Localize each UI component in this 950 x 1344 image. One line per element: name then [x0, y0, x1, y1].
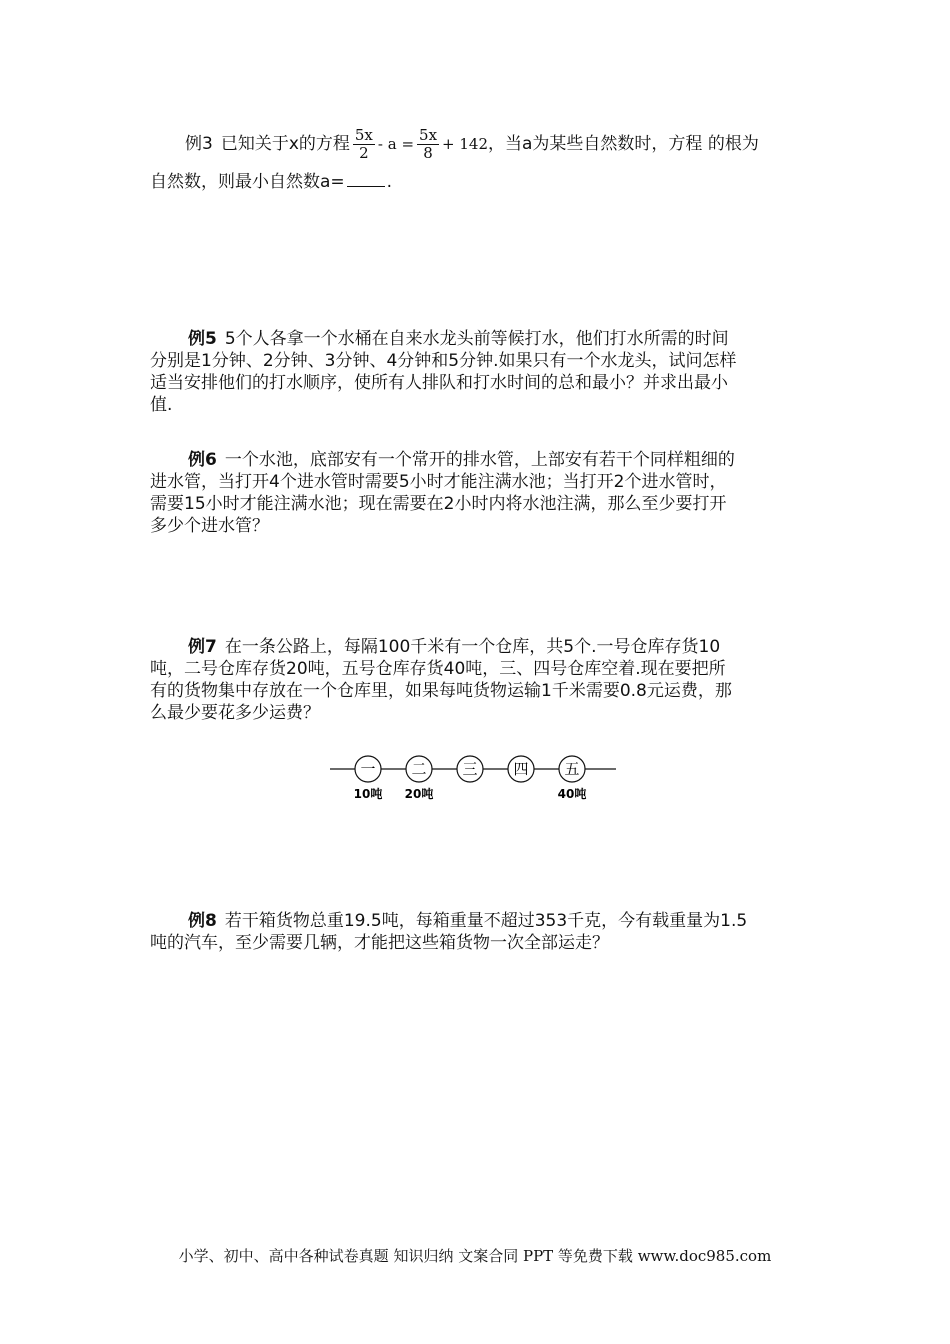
- example-3: [150, 122, 825, 193]
- example-5-line-2: 分别是1分钟、2分钟、3分钟、4分钟和5分钟.如果只有一个水龙头，试问怎样: [150, 351, 737, 371]
- example-5-line-4: 值.: [150, 395, 173, 415]
- minus-a-equals: - a =: [377, 135, 415, 153]
- example-6-label: 例6: [188, 450, 217, 470]
- example-3-text-post: ，当a为某些自然数时，方程 的根为: [488, 134, 759, 154]
- example-3-text-pre: 已知关于x的方程: [220, 134, 350, 154]
- fraction-1-numerator: 5x: [354, 125, 373, 144]
- example-6-line-1-text: 一个水池，底部安有一个常开的排水管，上部安有若干个同样粗细的: [224, 450, 735, 470]
- fraction-2-numerator: 5x: [419, 125, 438, 144]
- warehouse-node-5: [558, 756, 587, 801]
- example-3-line-2-text: 自然数，则最小自然数a=: [150, 172, 345, 192]
- example-5-line-3: 适当安排他们的打水顺序，使所有人排队和打水时间的总和最小？并求出最小: [150, 373, 728, 393]
- example-6-line-1: [150, 449, 810, 471]
- warehouse-label-1: 一: [360, 760, 376, 778]
- footer-text: 小学、初中、高中各种试卷真题 知识归纳 文案合同 PPT 等免费下载 www.doc985.com: [178, 1247, 772, 1265]
- fraction-5x-over-2: [353, 127, 375, 162]
- warehouse-label-4: 四: [513, 760, 529, 778]
- fraction-2-denominator: 8: [423, 143, 433, 162]
- example-6-line-4: 多少个进水管？: [150, 516, 269, 536]
- warehouse-diagram: [328, 752, 618, 808]
- example-7: [150, 636, 810, 724]
- example-5-line-1-text: 5个人各拿一个水桶在自来水龙头前等候打水，他们打水所需的时间: [224, 329, 729, 349]
- warehouse-ton-2: 20吨: [404, 787, 434, 801]
- fraction-5x-over-8: [417, 127, 439, 162]
- example-7-line-1-text: 在一条公路上，每隔100千米有一个仓库，共5个.一号仓库存货10: [224, 637, 721, 657]
- answer-blank[interactable]: [347, 170, 385, 187]
- warehouse-label-2: 二: [411, 760, 427, 778]
- example-3-label: 例3: [185, 134, 213, 154]
- example-5-line-1: [150, 328, 810, 350]
- warehouse-ton-1: 10吨: [353, 787, 383, 801]
- warehouse-ton-5: 40吨: [557, 787, 587, 801]
- example-3-line-1: [185, 122, 825, 166]
- warehouse-node-4: [508, 756, 534, 782]
- warehouse-node-1: [354, 756, 383, 801]
- example-8-line-1: [150, 910, 810, 932]
- example-3-line-2-end: .: [386, 172, 393, 192]
- example-8: [150, 910, 810, 954]
- example-7-line-1: [150, 636, 810, 658]
- example-7-label: 例7: [188, 637, 217, 657]
- example-5: [150, 328, 810, 416]
- example-7-line-2: 吨，二号仓库存货20吨，五号仓库存货40吨，三、四号仓库空着.现在要把所: [150, 659, 726, 679]
- warehouse-node-2: [405, 756, 434, 801]
- example-8-line-2: 吨的汽车，至少需要几辆，才能把这些箱货物一次全部运走？: [150, 933, 609, 953]
- example-8-line-1-text: 若干箱货物总重19.5吨，每箱重量不超过353千克，今有载重量为1.5: [224, 911, 748, 931]
- example-5-label: 例5: [188, 329, 217, 349]
- example-7-line-3: 有的货物集中存放在一个仓库里，如果每吨货物运输1千米需要0.8元运费，那: [150, 681, 732, 701]
- example-3-line-2: [150, 170, 825, 193]
- fraction-1-denominator: 2: [359, 143, 369, 162]
- warehouse-label-5: 五: [564, 760, 580, 778]
- example-7-line-4: 么最少要花多少运费？: [150, 703, 320, 723]
- example-6-line-2: 进水管，当打开4个进水管时需要5小时才能注满水池；当打开2个进水管时，: [150, 472, 727, 492]
- example-6-line-3: 需要15小时才能注满水池；现在需要在2小时内将水池注满，那么至少要打开: [150, 494, 727, 514]
- example-6: [150, 449, 810, 537]
- example-8-label: 例8: [188, 911, 217, 931]
- warehouse-label-3: 三: [462, 760, 478, 778]
- warehouse-node-3: [457, 756, 483, 782]
- plus-142: + 142: [442, 135, 489, 153]
